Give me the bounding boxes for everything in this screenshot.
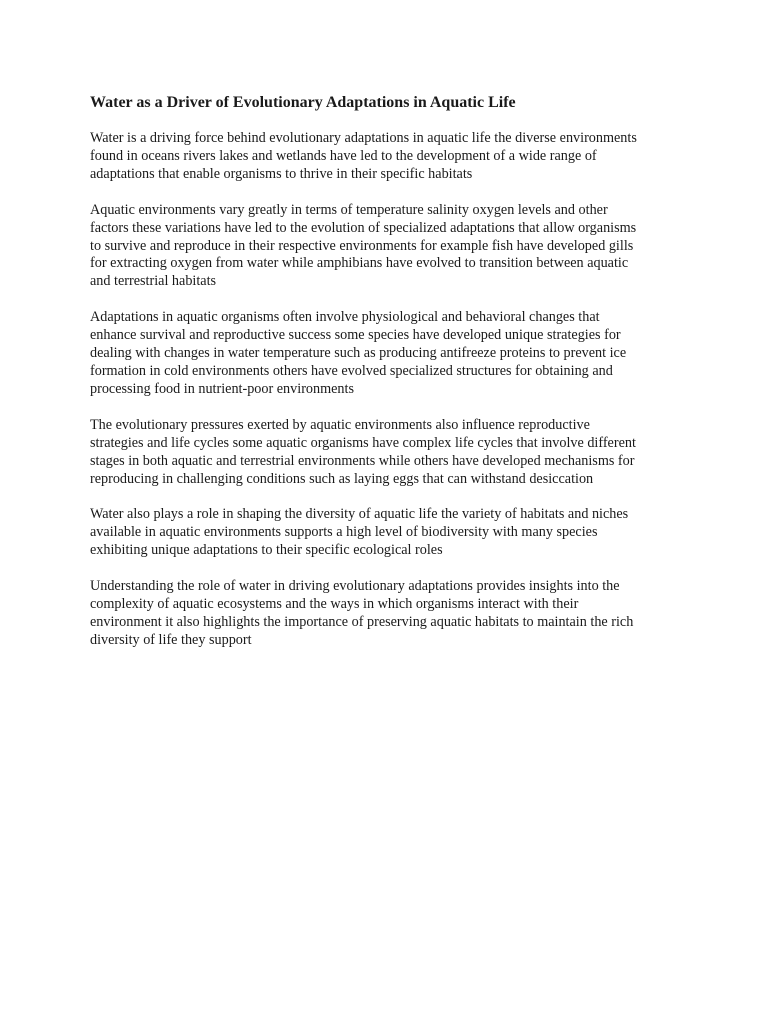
text-line: Adaptations in aquatic organisms often involve physiological and behavioral changes that bbox=[90, 309, 600, 326]
text-line: dealing with changes in water temperature such as producing antifreeze proteins to prevent ice bbox=[90, 345, 627, 362]
body-paragraph bbox=[90, 130, 690, 184]
body-paragraph bbox=[90, 309, 690, 399]
text-line: Water also plays a role in shaping the diversity of aquatic life the variety of habitats and niches bbox=[90, 506, 629, 523]
text-line: found in oceans rivers lakes and wetlands have led to the development of a wide range of bbox=[90, 147, 597, 164]
document-body bbox=[90, 93, 690, 668]
text-line: The evolutionary pressures exerted by aquatic environments also influence reproductive bbox=[90, 416, 590, 433]
text-line: Aquatic environments vary greatly in terms of temperature salinity oxygen levels and other bbox=[90, 201, 608, 218]
body-paragraph bbox=[90, 578, 690, 650]
body-paragraph bbox=[90, 506, 690, 560]
body-paragraph bbox=[90, 202, 690, 292]
text-line: available in aquatic environments supports a high level of biodiversity with many species bbox=[90, 524, 598, 541]
text-line: enhance survival and reproductive success some species have developed unique strategies for bbox=[90, 327, 621, 344]
text-line: strategies and life cycles some aquatic organisms have complex life cycles that involve different bbox=[90, 434, 636, 451]
text-line: processing food in nutrient-poor environments bbox=[90, 380, 354, 397]
text-line: stages in both aquatic and terrestrial environments while others have developed mechanisms for bbox=[90, 452, 635, 469]
text-line: to survive and reproduce in their respective environments for example fish have developed gills bbox=[90, 237, 634, 254]
text-line: for extracting oxygen from water while amphibians have evolved to transition between aquatic bbox=[90, 255, 629, 272]
text-line: environment it also highlights the importance of preserving aquatic habitats to maintain the rich bbox=[90, 613, 634, 630]
text-line: Understanding the role of water in driving evolutionary adaptations provides insights into the bbox=[90, 578, 620, 595]
paragraph-list bbox=[90, 130, 690, 650]
text-line: factors these variations have led to the evolution of specialized adaptations that allow organisms bbox=[90, 219, 637, 236]
text-line: formation in cold environments others have evolved specialized structures for obtaining and bbox=[90, 362, 613, 379]
text-line: complexity of aquatic ecosystems and the ways in which organisms interact with their bbox=[90, 596, 579, 613]
text-line: diversity of life they support bbox=[90, 631, 252, 648]
document-title: Water as a Driver of Evolutionary Adaptations in Aquatic Life bbox=[90, 94, 516, 111]
body-paragraph bbox=[90, 417, 690, 489]
text-line: exhibiting unique adaptations to their specific ecological roles bbox=[90, 542, 443, 559]
text-line: adaptations that enable organisms to thrive in their specific habitats bbox=[90, 165, 473, 182]
text-line: reproducing in challenging conditions such as laying eggs that can withstand desiccation bbox=[90, 470, 594, 487]
text-line: and terrestrial habitats bbox=[90, 273, 217, 290]
text-line: Water is a driving force behind evolutionary adaptations in aquatic life the diverse environments bbox=[90, 130, 637, 146]
